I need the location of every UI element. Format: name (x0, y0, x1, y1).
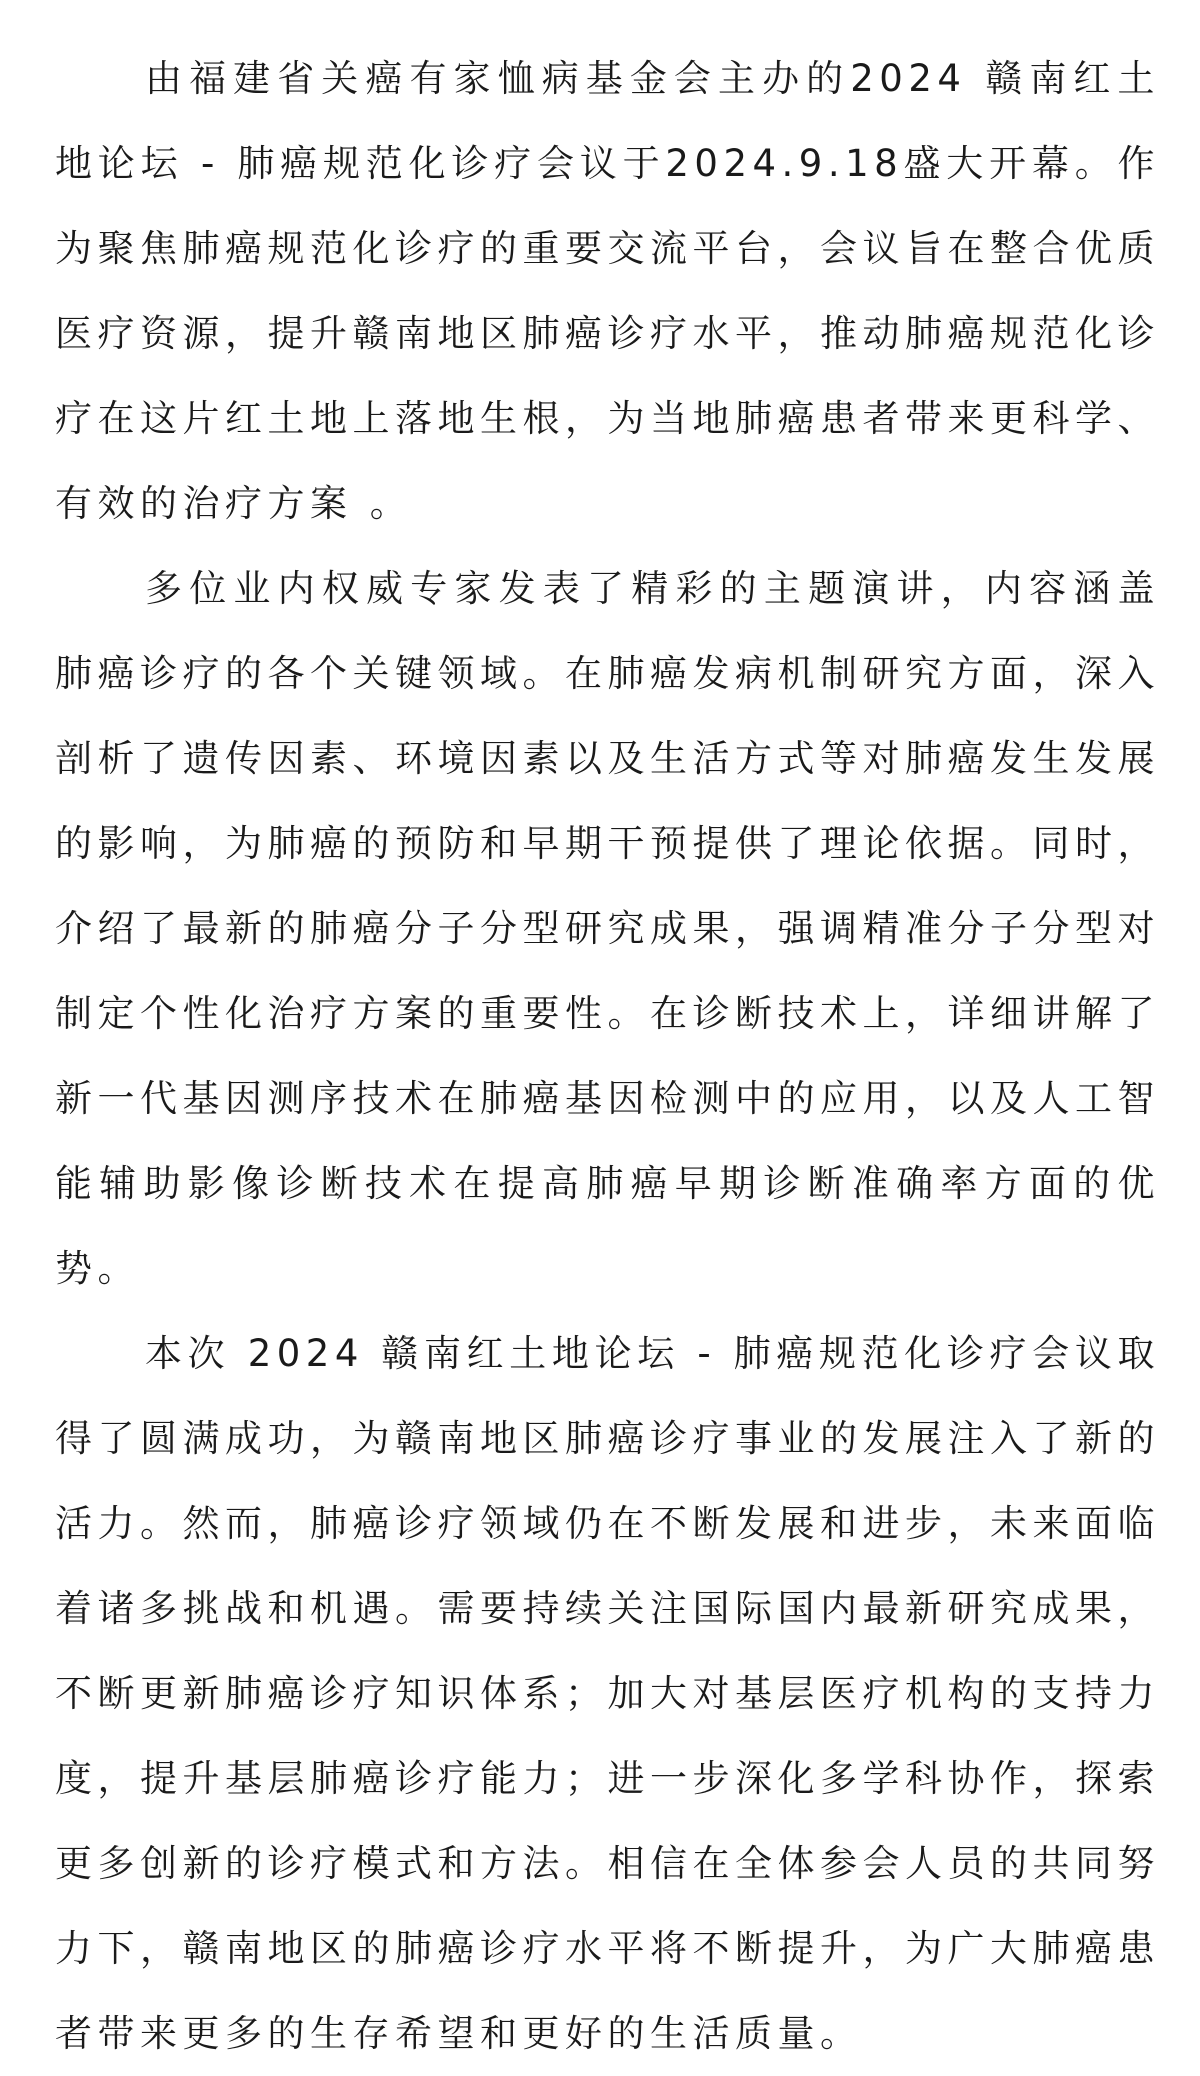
paragraph-opening: 由福建省关癌有家恤病基金会主办的2024 赣南红土地论坛 - 肺癌规范化诊疗会议于2024.9.18盛大开幕。作为聚焦肺癌规范化诊疗的重要交流平台，会议旨在整合优质医疗资源，提升赣南地区肺癌诊疗水平，推动肺癌规范化诊疗在这片红土地上落地生根，为当地肺癌患者带来更科学、有效的治疗方案 。 (55, 57, 1160, 525)
paragraph-conclusion: 本次 2024 赣南红土地论坛 - 肺癌规范化诊疗会议取得了圆满成功，为赣南地区肺癌诊疗事业的发展注入了新的活力。然而，肺癌诊疗领域仍在不断发展和进步，未来面临着诸多挑战和机遇。需要持续关注国际国内最新研究成果，不断更新肺癌诊疗知识体系；加大对基层医疗机构的支持力度，提升基层肺癌诊疗能力；进一步深化多学科协作，探索更多创新的诊疗模式和方法。相信在全体参会人员的共同努力下，赣南地区的肺癌诊疗水平将不断提升，为广大肺癌患者带来更多的生存希望和更好的生活质量。 (55, 1332, 1160, 2055)
paragraph-speeches: 多位业内权威专家发表了精彩的主题演讲，内容涵盖肺癌诊疗的各个关键领域。在肺癌发病机制研究方面，深入剖析了遗传因素、环境因素以及生活方式等对肺癌发生发展的影响，为肺癌的预防和早期干预提供了理论依据。同时，介绍了最新的肺癌分子分型研究成果，强调精准分子分型对制定个性化治疗方案的重要性。在诊断技术上，详细讲解了新一代基因测序技术在肺癌基因检测中的应用，以及人工智能辅助影像诊断技术在提高肺癌早期诊断准确率方面的优势。 (55, 567, 1160, 1290)
